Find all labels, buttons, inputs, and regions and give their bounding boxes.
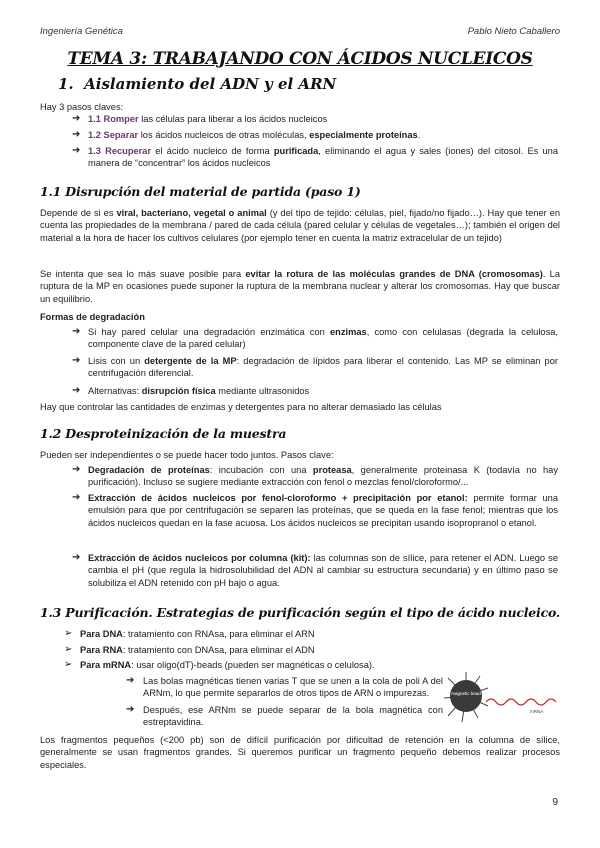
- s13-dna: [80, 628, 550, 640]
- s13-closing: Los fragmentos pequeños (<200 pb) son de difícil purificación por dificultad de retención en la columna de sílice, generalmente se usan fragmentos grandes. Si queremos purificar un fragmento pequeño debemos realizar procesos especiales.: [40, 735, 560, 770]
- bead-label: magnetic bead: [451, 691, 481, 696]
- s13-dna-b: : tratamiento con RNAsa, para eliminar el ARN: [122, 629, 315, 639]
- arrow-bullet-icon: ➔: [72, 145, 81, 156]
- s12-b2b: permite formar una emulsión para que por centrifugación se separen las proteínas, que se queda en la fase fenol; mientras que los ácidos nucleicos quedan en la fase acuosa. Los ácidos nucleicos se precipitan usando isopropranol o etanol.: [88, 493, 558, 528]
- s13-rna-a: Para RNA: [80, 645, 123, 655]
- s13-sub-1: Las bolas magnéticas tienen varias T que se unen a la cola de poli A del ARNm, lo que permite separarlos de otros tipos de ARN o impurezas.: [143, 676, 443, 699]
- header-left: Ingeniería Genética: [40, 26, 123, 37]
- step-2-text: los ácidos nucleicos de otras moléculas,: [138, 130, 310, 140]
- s11-b2b: detergente de la MP: [144, 356, 237, 366]
- section-1-heading: [58, 75, 337, 93]
- s12-b2a: Extracción de ácidos nucleicos por fenol-cloroformo + precipitación por etanol:: [88, 493, 468, 503]
- s13-rna-b: : tratamiento con DNAsa, para eliminar el ADN: [122, 645, 315, 655]
- step-3: [88, 145, 558, 170]
- section-1-title: Aislamiento del ADN y el ARN: [84, 75, 337, 93]
- section-1-number: 1.: [58, 75, 74, 93]
- s11-p2b: evitar la rotura de las moléculas grandes de DNA (cromosomas): [245, 269, 543, 279]
- s11-p1a: Depende de si es: [40, 208, 117, 218]
- s12-intro: Pueden ser independientes o se puede hacer todo juntos. Pasos clave:: [40, 450, 334, 460]
- arrow-bullet-icon: ➔: [126, 675, 135, 686]
- section-1-3-heading: 1.3 Purificación. Estrategias de purificación según el tipo de ácido nucleico.: [40, 605, 561, 620]
- s11-b2a: Lisis con un: [88, 356, 145, 366]
- s11-bullet-1: [88, 326, 558, 351]
- s11-paragraph-1: [40, 207, 560, 244]
- s13-rna: [80, 644, 550, 656]
- s11-p2a: Se intenta que sea lo más suave posible para: [40, 269, 246, 279]
- magnetic-bead-diagram: [442, 668, 562, 726]
- s11-p1c: (y del tipo de tejido: células, piel, fijado/no fijado…). Hay que tener en cuenta las propiedades de la membrana / pared de cada célula (pared celular y células de vegetales…); también el origen del material a la hora de hacer los cultivos celulares (por ejemplo tener en cuenta la matriz extracelular de un tejido): [40, 208, 561, 243]
- step-1: [88, 113, 558, 125]
- s12-bullet-1: [88, 464, 558, 489]
- s11-b1b: enzimas: [329, 327, 367, 337]
- step-2-bold: especialmente proteínas: [309, 130, 418, 140]
- page-title: TEMA 3: TRABAJANDO CON ÁCIDOS NUCLEICOS: [67, 49, 533, 69]
- s11-b1c: , como con celulasas (degrada la celulosa, componente clave de la pared celular): [88, 327, 558, 350]
- s11-b3b: disrupción física: [141, 386, 216, 396]
- s11-b1a: Si hay pared celular una degradación enzimática con: [88, 327, 330, 337]
- s12-b1a: Degradación de proteínas: [88, 465, 210, 475]
- step-3-lead: 1.3 Recuperar: [88, 146, 152, 156]
- step-1-lead: 1.1 Romper: [88, 114, 139, 124]
- s11-formas-heading: Formas de degradación: [40, 312, 145, 322]
- s11-p1b: viral, bacteriano, vegetal o animal: [116, 208, 267, 218]
- section-1-2-heading: 1.2 Desproteinización de la muestra: [40, 426, 287, 441]
- mrna-strand: [486, 699, 556, 705]
- arrow-bullet-icon: ➔: [72, 113, 81, 124]
- step-2-tail: .: [417, 130, 421, 140]
- arrow-bullet-icon: ➔: [72, 129, 81, 140]
- triangle-bullet-icon: ➢: [64, 644, 73, 655]
- step-2-lead: 1.2 Separar: [88, 130, 139, 140]
- s13-mrna-a: Para mRNA: [80, 660, 132, 670]
- s11-b2c: : degradación de lípidos para liberar el contenido. Las MP se eliminan por centrifugación diferencial.: [88, 356, 558, 379]
- s12-bullet-2: [88, 492, 558, 529]
- arrow-bullet-icon: ➔: [72, 355, 81, 366]
- s13-mrna-b: : usar oligo(dT)-beads (pueden ser magnéticas o celulosa).: [131, 660, 375, 670]
- page-number: 9: [552, 797, 558, 808]
- arrow-bullet-icon: ➔: [72, 464, 81, 475]
- step-1-text: las células para liberar a los ácidos nucleicos: [138, 114, 328, 124]
- s12-b1d: , generalmente proteinasa K (todavía no hay purificación). Incluso se sugiere mediante extracción con fenol o mezclas fenol/cloroformo/...: [88, 465, 558, 488]
- s11-bullet-3: [88, 385, 558, 397]
- s12-b1c: proteasa: [312, 465, 352, 475]
- header-right: Pablo Nieto Caballero: [467, 26, 560, 37]
- section-1-1-heading: 1.1 Disrupción del material de partida (paso 1): [40, 184, 361, 199]
- step-2: [88, 129, 558, 141]
- triangle-bullet-icon: ➢: [64, 659, 73, 670]
- step-3-bold: purificada: [273, 146, 319, 156]
- triangle-bullet-icon: ➢: [64, 628, 73, 639]
- s12-b3b: las columnas son de sílice, para retener el ADN. Luego se cambia el pH (que regula la hidrosolubilidad del ADN al cambiar su estructura secundaria) y en último paso se solubiliza el ADN retenido con pH bajo o agua.: [88, 553, 558, 588]
- bead-circle: [450, 680, 482, 712]
- step-3-tail: , eliminando el agua y sales (iones) del citosol. Es una manera de “concentrar” los ácidos nucleicos: [88, 146, 558, 169]
- s13-sub-2: Después, ese ARNm se puede separar de la bola magnética con estreptavidina.: [143, 705, 443, 728]
- arrow-bullet-icon: ➔: [72, 552, 81, 563]
- s12-bullet-3: [88, 552, 558, 589]
- s11-b3c: mediante ultrasonidos: [215, 386, 310, 396]
- arrow-bullet-icon: ➔: [72, 326, 81, 337]
- s11-closing: Hay que controlar las cantidades de enzimas y detergentes para no alterar demasiado las células: [40, 402, 442, 412]
- arrow-bullet-icon: ➔: [126, 704, 135, 715]
- s13-dna-a: Para DNA: [80, 629, 123, 639]
- mrna-label: mRNA: [530, 709, 544, 714]
- s12-b3a: Extracción de ácidos nucleicos por columna (kit):: [88, 553, 311, 563]
- s12-b1b: : incubación con una: [209, 465, 313, 475]
- arrow-bullet-icon: ➔: [72, 385, 81, 396]
- intro-text: Hay 3 pasos claves:: [40, 102, 124, 112]
- s11-paragraph-2: [40, 268, 560, 305]
- s11-b3a: Alternativas:: [88, 386, 142, 396]
- arrow-bullet-icon: ➔: [72, 492, 81, 503]
- step-3-text: el ácido nucleico de forma: [151, 146, 274, 156]
- s11-p2c: . La ruptura de la MP en ocasiones puede suponer la ruptura de la membrana nuclear y alterar los cromosomas. Hay que buscar un equilibrio.: [40, 269, 560, 304]
- s11-bullet-2: [88, 355, 558, 380]
